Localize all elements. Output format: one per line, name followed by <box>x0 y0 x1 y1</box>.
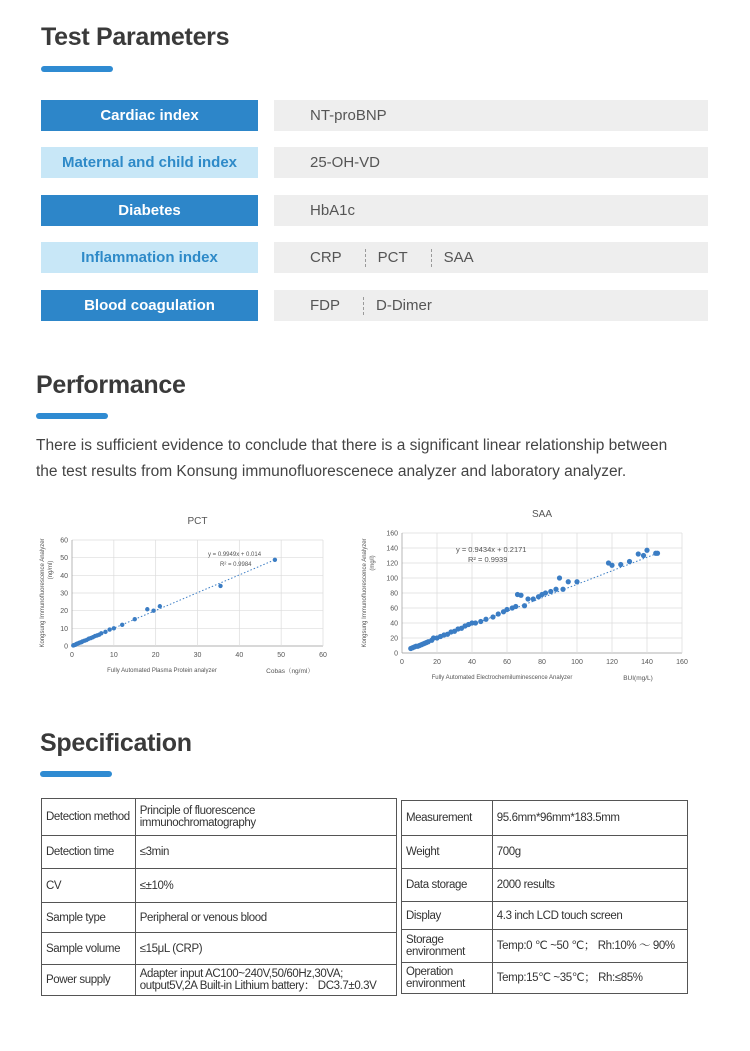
param-row-inflammation <box>41 242 708 273</box>
param-value <box>274 147 708 178</box>
x-axis-unit-label: BUI(mg/L) <box>623 675 653 682</box>
param-row-diabetes <box>41 195 708 226</box>
spec-value: 700g <box>492 836 687 869</box>
table-row <box>42 869 397 903</box>
data-point <box>490 614 495 619</box>
title-underline <box>36 413 108 419</box>
x-axis-label: Fully Automated Plasma Protein analyzer <box>107 668 217 674</box>
param-row-maternal <box>41 147 708 178</box>
dashed-separator <box>363 297 364 315</box>
param-label: Diabetes <box>41 195 258 226</box>
spec-key-line: Data storage <box>406 879 468 891</box>
data-point <box>566 579 571 584</box>
param-row-cardiac <box>41 100 708 131</box>
spec-key-line: environment <box>406 978 465 990</box>
param-item: FDP <box>310 297 340 314</box>
y-tick-label: 140 <box>386 545 398 553</box>
data-point <box>560 587 565 592</box>
data-point <box>618 562 623 567</box>
x-tick-label: 20 <box>151 652 160 659</box>
table-row <box>402 930 688 963</box>
specification-title: Specification <box>40 729 192 757</box>
spec-value <box>135 799 396 836</box>
data-point <box>522 603 527 608</box>
param-label: Inflammation index <box>41 242 258 273</box>
data-point <box>543 590 548 595</box>
y-tick-label: 0 <box>64 643 68 651</box>
param-label: Maternal and child index <box>41 147 258 178</box>
y-tick-label: 0 <box>394 650 398 658</box>
param-value <box>274 195 708 226</box>
data-point <box>513 604 518 609</box>
y-tick-label: 20 <box>390 635 398 643</box>
x-axis-label: Fully Automated Electrochemiluminescence Analyzer <box>431 675 573 681</box>
spec-value: 2000 results <box>492 869 687 902</box>
dashed-separator <box>365 249 366 267</box>
data-point <box>107 627 111 631</box>
y-tick-label: 10 <box>60 625 68 633</box>
regression-equation: y = 0.9434x + 0.2171 <box>456 545 527 554</box>
x-tick-label: 100 <box>571 659 583 666</box>
x-tick-label: 140 <box>641 659 653 666</box>
y-tick-label: 60 <box>390 605 398 613</box>
data-point <box>644 548 649 553</box>
spec-value <box>135 933 396 965</box>
spec-value-line: Principle of fluorescence <box>139 805 256 817</box>
spec-value <box>135 836 396 869</box>
spec-value: Temp:15℃ ~35℃； Rh:≤85% <box>492 963 687 994</box>
saa-scatter-chart <box>356 503 726 688</box>
x-tick-label: 40 <box>468 659 476 666</box>
spec-key: Detection method <box>42 799 136 836</box>
param-item: D-Dimer <box>376 297 432 314</box>
table-row <box>402 801 688 836</box>
spec-value <box>135 903 396 933</box>
data-point <box>531 596 536 601</box>
x-tick-label: 60 <box>503 659 511 666</box>
y-axis-unit: (mg/l) <box>370 555 376 571</box>
spec-key-line: environment <box>406 946 465 958</box>
pct-scatter-chart <box>30 510 340 685</box>
param-item: PCT <box>377 249 408 266</box>
data-point <box>553 587 558 592</box>
y-tick-label: 50 <box>60 555 68 563</box>
y-tick-label: 80 <box>390 590 398 598</box>
x-tick-label: 0 <box>400 659 404 666</box>
performance-title: Performance <box>36 371 186 399</box>
param-value <box>274 290 708 321</box>
spec-value: 95.6mm*96mm*183.5mm <box>492 801 687 836</box>
spec-key-line: Storage <box>406 934 444 946</box>
data-point <box>627 559 632 564</box>
chart-title: PCT <box>187 516 208 527</box>
y-axis-label: Kongsung Immunofluorescence Analyzer <box>40 538 46 648</box>
y-axis-unit: (ng/ml) <box>48 560 54 580</box>
data-point <box>478 619 483 624</box>
table-row <box>42 965 397 996</box>
data-point <box>103 630 107 634</box>
param-label: Blood coagulation <box>41 290 258 321</box>
spec-value-line: ≤±10% <box>139 879 174 892</box>
param-item: CRP <box>310 249 342 266</box>
spec-key <box>402 963 493 994</box>
table-row <box>42 933 397 965</box>
spec-key <box>402 930 493 963</box>
x-tick-label: 50 <box>277 652 286 659</box>
param-row-coagulation <box>41 290 708 321</box>
y-tick-label: 120 <box>386 560 398 568</box>
performance-description <box>36 433 716 485</box>
y-tick-label: 100 <box>386 575 398 583</box>
spec-key <box>402 801 493 836</box>
spec-table-right <box>401 800 688 994</box>
spec-table-left <box>41 798 397 996</box>
param-value <box>274 100 708 131</box>
data-point <box>145 607 149 611</box>
data-point <box>112 626 116 630</box>
title-underline <box>40 771 112 777</box>
data-point <box>518 593 523 598</box>
x-tick-label: 160 <box>676 659 688 666</box>
data-point <box>218 584 222 588</box>
spec-key-line: Display <box>406 909 441 922</box>
x-tick-label: 20 <box>433 659 441 666</box>
spec-value <box>135 965 396 996</box>
spec-value: 4.3 inch LCD touch screen <box>492 902 687 930</box>
spec-value-line: Adapter input AC100~240V,50/60Hz,30VA; <box>139 968 343 980</box>
title-underline <box>41 66 113 72</box>
x-tick-label: 120 <box>606 659 618 666</box>
spec-value-line: ≤15μL (CRP) <box>139 942 203 955</box>
chart-title: SAA <box>531 509 553 520</box>
data-point <box>504 607 509 612</box>
spec-value: Temp:0 ℃ ~50 ℃； Rh:10% ～ 90% <box>492 930 687 963</box>
table-row <box>42 799 397 836</box>
table-row <box>402 836 688 869</box>
data-point <box>641 553 646 558</box>
data-point <box>99 631 103 635</box>
param-item: NT-proBNP <box>310 107 387 124</box>
data-point <box>483 617 488 622</box>
data-point <box>574 579 579 584</box>
spec-key: Power supply <box>42 965 136 996</box>
table-row <box>402 963 688 994</box>
data-point <box>525 596 530 601</box>
r-squared: R² = 0.9939 <box>468 555 508 564</box>
data-point <box>158 604 162 608</box>
data-point <box>473 620 478 625</box>
data-point <box>636 551 641 556</box>
spec-key <box>402 836 493 869</box>
spec-key: Sample volume <box>42 933 136 965</box>
spec-value-line: Peripheral or venous blood <box>139 911 267 924</box>
x-tick-label: 40 <box>235 652 244 659</box>
data-point <box>609 563 614 568</box>
spec-value <box>135 869 396 903</box>
table-row <box>402 902 688 930</box>
performance-line-2: the test results from Konsung immunofluorescenece analyzer and laboratory analyzer. <box>36 463 627 480</box>
data-point <box>496 611 501 616</box>
data-point <box>557 575 562 580</box>
spec-key: Sample type <box>42 903 136 933</box>
spec-key: Detection time <box>42 836 136 869</box>
spec-key-line: Operation <box>406 966 453 978</box>
data-point <box>655 551 660 556</box>
y-tick-label: 30 <box>60 590 68 598</box>
test-parameters-title: Test Parameters <box>41 23 230 51</box>
x-tick-label: 60 <box>319 652 327 659</box>
spec-key: CV <box>42 869 136 903</box>
y-axis-label: Kongsung Immunofluorescence Analyzer <box>362 538 368 648</box>
data-point <box>133 617 137 621</box>
data-point <box>151 608 155 612</box>
param-item: 25-OH-VD <box>310 154 381 171</box>
data-point <box>273 558 277 562</box>
param-label: Cardiac index <box>41 100 258 131</box>
spec-value-line: output5V,2A Built-in Lithium battery： DC3.7±0.3V <box>139 980 377 992</box>
y-tick-label: 20 <box>60 608 68 616</box>
param-value <box>274 242 708 273</box>
x-tick-label: 10 <box>109 652 118 659</box>
table-row <box>42 903 397 933</box>
regression-equation: y = 0.9949x + 0.014 <box>208 552 262 558</box>
r-squared: R² = 0.9984 <box>220 562 252 568</box>
data-point <box>548 589 553 594</box>
y-tick-label: 40 <box>390 620 398 628</box>
performance-line-1: There is sufficient evidence to conclude that there is a significant linear relationship between <box>36 437 668 454</box>
param-item: HbA1c <box>310 202 356 219</box>
spec-key-line: Measurement <box>406 812 472 824</box>
y-tick-label: 40 <box>60 572 68 580</box>
x-tick-label: 30 <box>193 652 202 659</box>
spec-key <box>402 902 493 930</box>
y-tick-label: 60 <box>60 537 68 545</box>
param-item: SAA <box>443 249 474 266</box>
spec-value-line: immunochromatography <box>139 817 256 829</box>
spec-key-line: Weight <box>406 846 440 858</box>
y-tick-label: 160 <box>386 530 398 538</box>
table-row <box>42 836 397 869</box>
table-row <box>402 869 688 902</box>
x-axis-unit-label: Cobas（ng/ml） <box>266 668 314 675</box>
data-point <box>120 623 124 627</box>
x-tick-label: 0 <box>70 652 74 659</box>
spec-key <box>402 869 493 902</box>
x-tick-label: 80 <box>538 659 546 666</box>
dashed-separator <box>431 249 432 267</box>
spec-value-line: ≤3min <box>139 846 169 858</box>
